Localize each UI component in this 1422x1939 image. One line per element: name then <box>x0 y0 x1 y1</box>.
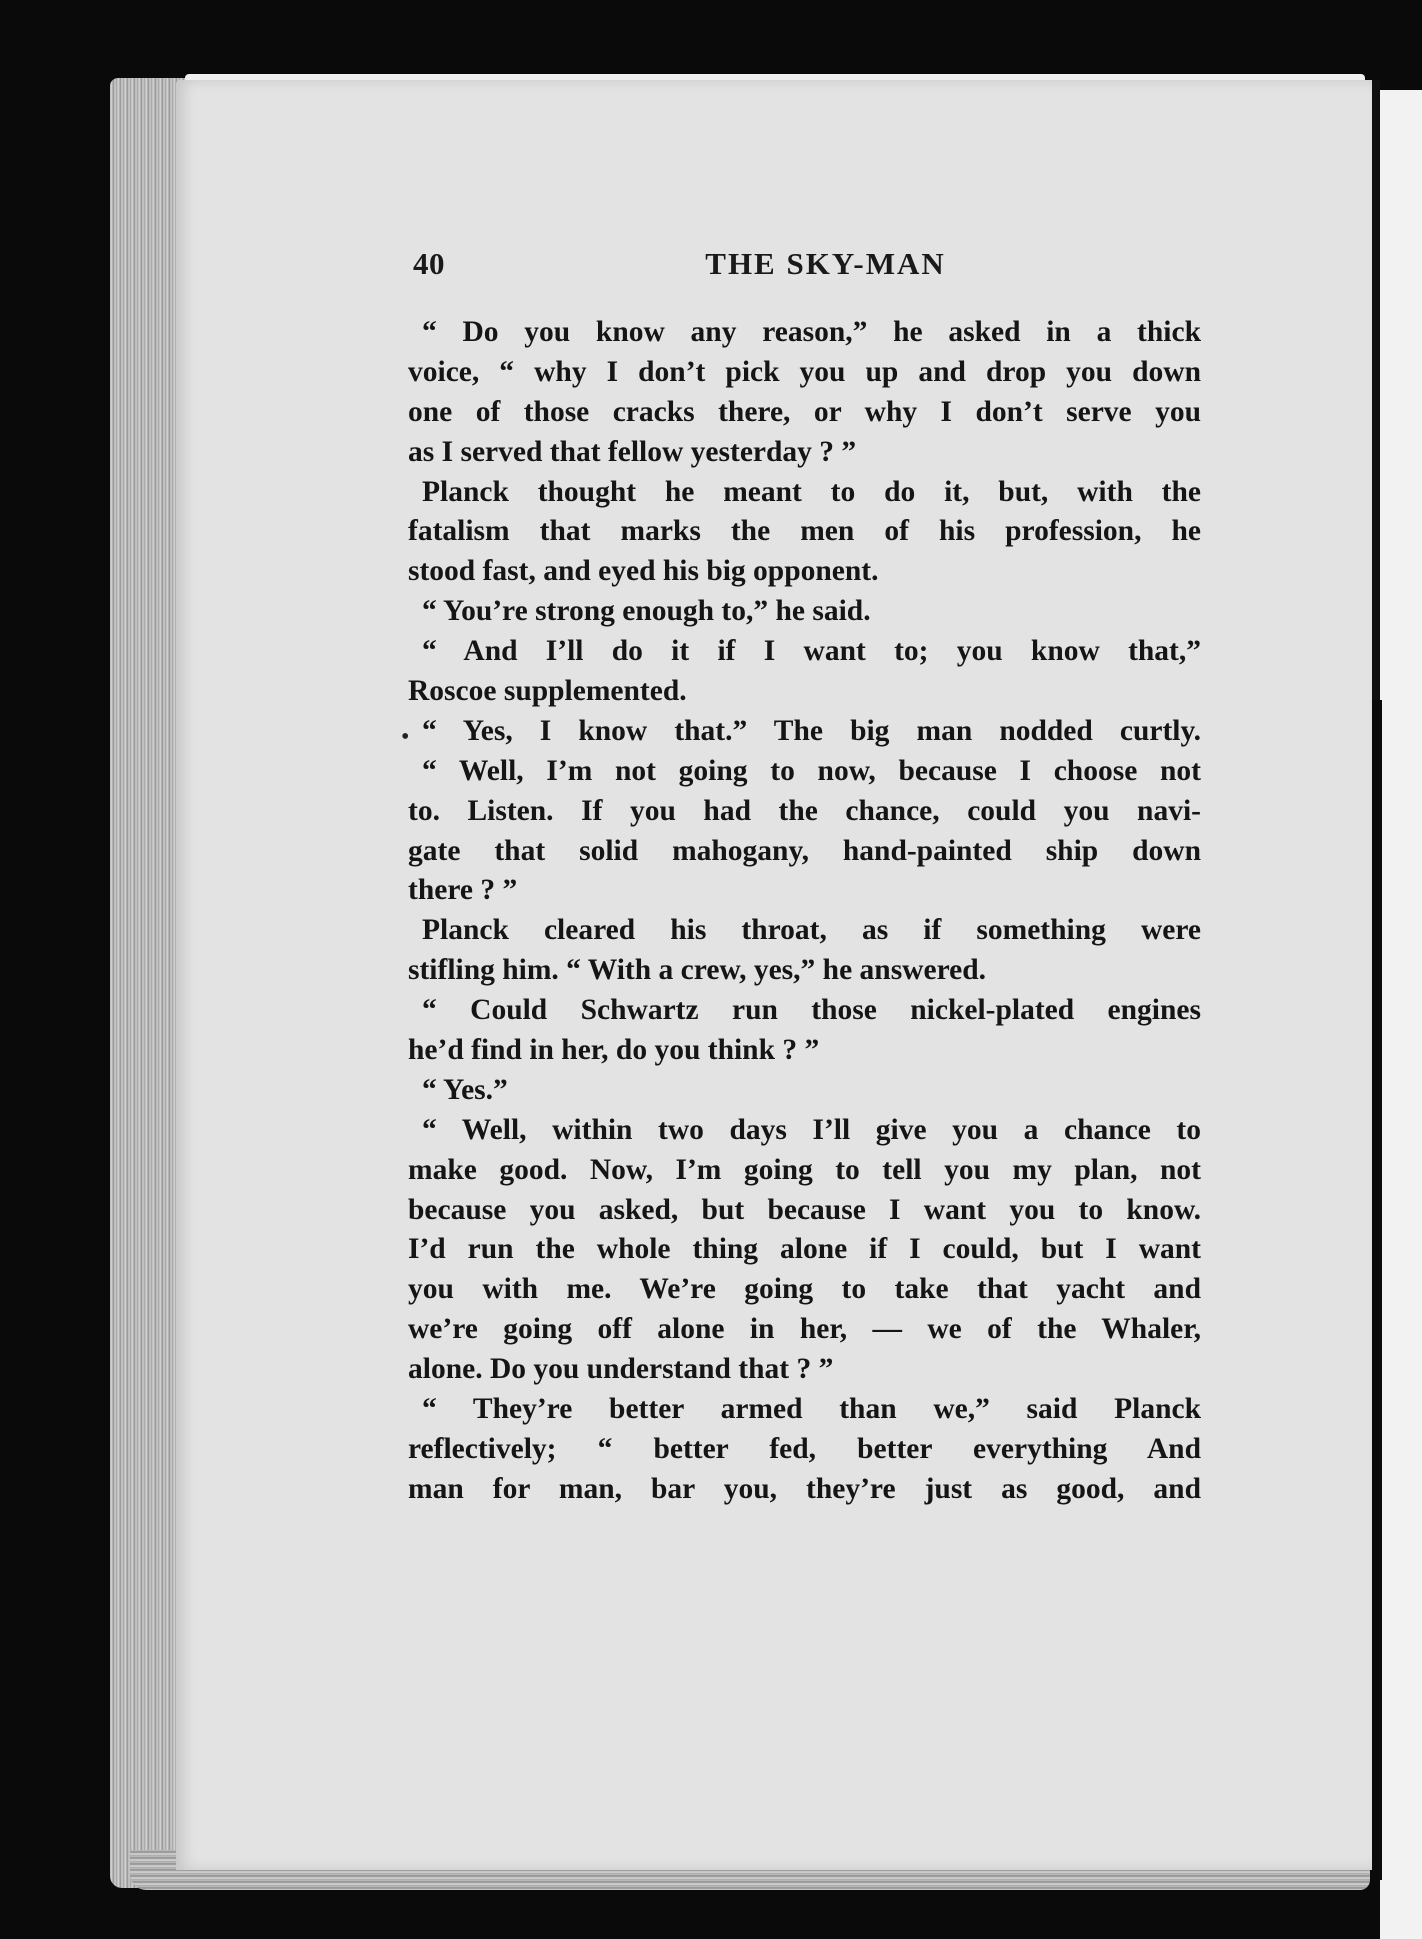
text-line: “ Yes, I know that.” The big man nodded curtly. <box>422 714 1201 747</box>
facing-page-edge <box>1380 90 1422 1939</box>
text-line: man for man, bar you, they’re just as good, and <box>408 1472 1201 1505</box>
text-line: Roscoe supplemented. <box>408 675 687 708</box>
gutter-line <box>1372 700 1382 1880</box>
text-line: alone. Do you understand that ? ” <box>408 1353 834 1386</box>
text-line: make good. Now, I’m going to tell you my plan, not <box>408 1153 1201 1186</box>
text-line: “ Could Schwartz run those nickel-plated engines <box>422 994 1201 1027</box>
running-title: THE SKY-MAN <box>705 246 946 281</box>
text-line: because you asked, but because I want you to know. <box>408 1193 1201 1226</box>
body-text <box>408 313 1201 1510</box>
text-line: reflectively; “ better fed, better everything And <box>408 1432 1201 1465</box>
text-line: “ You’re strong enough to,” he said. <box>422 595 871 628</box>
text-line: fatalism that marks the men of his profession, he <box>408 515 1201 548</box>
text-line: there ? ” <box>408 874 518 907</box>
text-line: Planck cleared his throat, as if something were <box>422 914 1201 947</box>
text-line: he’d find in her, do you think ? ” <box>408 1034 820 1067</box>
page-header <box>413 246 1198 286</box>
text-line: “ They’re better armed than we,” said Planck <box>422 1393 1201 1426</box>
text-line: as I served that fellow yesterday ? ” <box>408 435 857 468</box>
text-line: gate that solid mahogany, hand-painted ship down <box>408 834 1201 867</box>
text-line: “ Yes.” <box>422 1073 508 1106</box>
text-line: one of those cracks there, or why I don’t serve you <box>408 395 1201 428</box>
page-number: 40 <box>413 246 445 281</box>
text-line: you with me. We’re going to take that yacht and <box>408 1273 1201 1306</box>
text-line: we’re going off alone in her, — we of the Whaler, <box>408 1313 1201 1346</box>
text-line: Planck thought he meant to do it, but, with the <box>422 475 1201 508</box>
text-line: “ Well, I’m not going to now, because I choose not <box>422 754 1201 787</box>
text-line: stifling him. “ With a crew, yes,” he answered. <box>408 954 987 987</box>
text-line: I’d run the whole thing alone if I could, but I want <box>408 1233 1201 1266</box>
text-line: “ Do you know any reason,” he asked in a thick <box>422 316 1201 348</box>
text-line: “ Well, within two days I’ll give you a chance to <box>422 1113 1201 1146</box>
text-line: to. Listen. If you had the chance, could you navi- <box>408 794 1201 827</box>
text-line: voice, “ why I don’t pick you up and drop you down <box>408 355 1201 388</box>
text-line: “ And I’ll do it if I want to; you know that,” <box>422 635 1201 668</box>
margin-mark: • <box>401 724 410 750</box>
text-line: stood fast, and eyed his big opponent. <box>408 555 879 588</box>
